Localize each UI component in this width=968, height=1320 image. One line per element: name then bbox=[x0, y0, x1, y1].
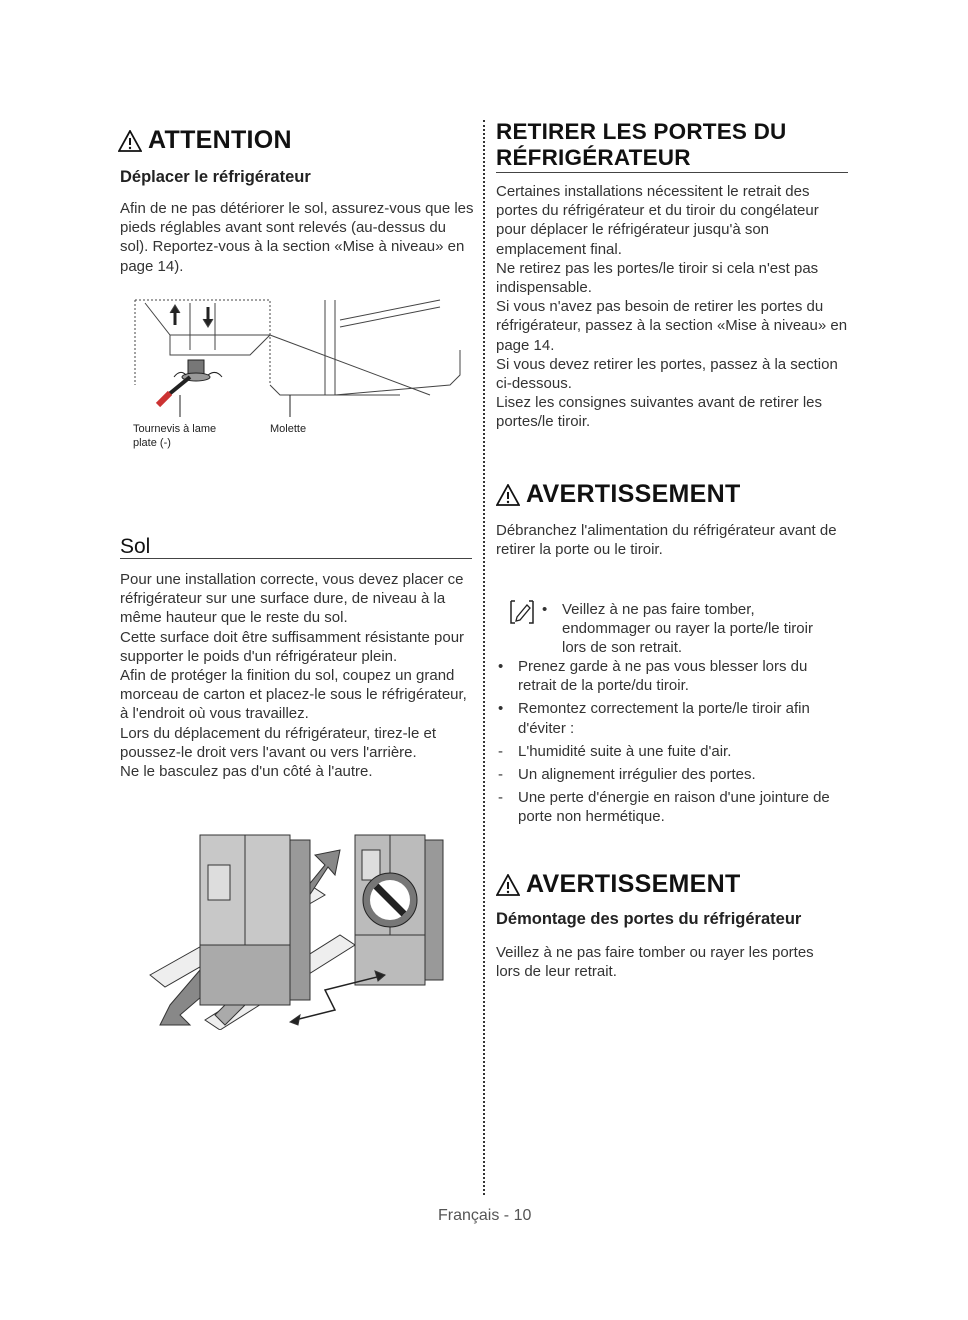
sol-paragraph: Lors du déplacement du réfrigérateur, tirez-le et poussez-le droit vers l'avant ou vers l'arrière. bbox=[120, 724, 437, 761]
wheel-label: Molette bbox=[270, 423, 307, 435]
retirer-rule bbox=[496, 172, 848, 173]
avertissement2-subtitle: Démontage des portes du réfrigérateur bbox=[496, 910, 802, 928]
warning-triangle-icon bbox=[496, 484, 520, 506]
retirer-text bbox=[496, 182, 851, 432]
dash-mark: - bbox=[498, 742, 503, 760]
sol-paragraph: Cette surface doit être suffisamment résistante pour supporter le poids d'un réfrigérateur plein. bbox=[120, 628, 465, 665]
retirer-paragraph: Si vous devez retirer les portes, passez à la section ci-dessous. bbox=[496, 355, 838, 393]
moving-fridge-illustration bbox=[140, 825, 450, 1030]
warning-list bbox=[496, 657, 846, 831]
sol-rule bbox=[120, 558, 472, 559]
note-first-item bbox=[540, 600, 840, 662]
retirer-title bbox=[496, 119, 786, 171]
dash-list-item bbox=[496, 765, 846, 784]
retirer-title-line2: RÉFRIGÉRATEUR bbox=[496, 145, 691, 170]
retirer-title-line1: RETIRER LES PORTES DU bbox=[496, 119, 787, 144]
avertissement1-text bbox=[496, 521, 851, 559]
note-item-text: Veillez à ne pas faire tomber, endommager ou rayer la porte/le tiroir lors de son retrait. bbox=[562, 601, 813, 657]
note-list-item bbox=[496, 699, 846, 737]
leveling-foot-illustration bbox=[130, 295, 470, 420]
retirer-paragraph: Si vous n'avez pas besoin de retirer les portes du réfrigérateur, passez à la section «Mise à niveau» en page 14. bbox=[496, 298, 848, 354]
attention-subtitle: Déplacer le réfrigérateur bbox=[120, 168, 311, 186]
attention-paragraph: Afin de ne pas détériorer le sol, assurez-vous que les pieds réglables avant sont relevés (au-dessus du sol). Reportez-vous à la section «Mise à niveau» en page 14). bbox=[120, 200, 474, 275]
avertissement1-paragraph: Débranchez l'alimentation du réfrigérateur avant de retirer la porte ou le tiroir. bbox=[496, 522, 837, 559]
dash-mark: - bbox=[498, 766, 503, 784]
avertissement2-heading bbox=[496, 870, 741, 899]
attention-text bbox=[120, 199, 475, 276]
note-item-text: Prenez garde à ne pas vous blesser lors du retrait de la porte/du tiroir. bbox=[518, 658, 808, 695]
sol-paragraph: Pour une installation correcte, vous devez placer ce réfrigérateur sur une surface dure, de niveau à la même hauteur que le reste du sol. bbox=[120, 571, 464, 627]
page-footer: Français - 10 bbox=[438, 1207, 532, 1224]
bullet-mark: • bbox=[498, 700, 504, 718]
sol-paragraph: Ne le basculez pas d'un côté à l'autre. bbox=[120, 763, 373, 781]
bullet-mark: • bbox=[542, 601, 548, 618]
note-icon bbox=[508, 597, 536, 627]
column-divider bbox=[483, 120, 485, 1195]
attention-title: ATTENTION bbox=[148, 126, 292, 154]
attention-heading bbox=[118, 126, 292, 155]
dash-item-text: L'humidité suite à une fuite d'air. bbox=[518, 742, 732, 760]
avertissement2-text bbox=[496, 943, 836, 981]
sol-paragraph: Afin de protéger la finition du sol, coupez un grand morceau de carton et placez-le sous le réfrigérateur, à l'endroit où vous travaillez. bbox=[120, 667, 467, 723]
screwdriver-label: Tournevis à lame plate (-) bbox=[133, 423, 217, 449]
retirer-paragraph: Ne retirez pas les portes/le tiroir si cela n'est pas indispensable. bbox=[496, 259, 819, 297]
avertissement2-title: AVERTISSEMENT bbox=[526, 870, 741, 898]
dash-list-item bbox=[496, 788, 846, 826]
dash-item-text: Un alignement irrégulier des portes. bbox=[518, 766, 756, 784]
avertissement1-heading bbox=[496, 480, 741, 509]
note-list-item bbox=[496, 657, 846, 695]
note-item-text: Remontez correctement la porte/le tiroir afin d'éviter : bbox=[518, 700, 810, 737]
bullet-mark: • bbox=[498, 658, 504, 675]
retirer-paragraph: Lisez les consignes suivantes avant de retirer les portes/le tiroir. bbox=[496, 394, 823, 431]
dash-item-text: Une perte d'énergie en raison d'une jointure de porte non hermétique. bbox=[518, 789, 830, 826]
sol-title: Sol bbox=[120, 535, 151, 558]
avertissement2-paragraph: Veillez à ne pas faire tomber ou rayer les portes lors de leur retrait. bbox=[496, 944, 814, 981]
warning-triangle-icon bbox=[496, 874, 520, 896]
sol-text bbox=[120, 570, 470, 781]
dash-mark: - bbox=[498, 789, 503, 807]
note-list-item bbox=[540, 600, 840, 658]
retirer-paragraph: Certaines installations nécessitent le retrait des portes du réfrigérateur et du tiroir du congélateur pour déplacer le réfrigérateur jusqu'à son emplacement final. bbox=[496, 183, 819, 258]
warning-triangle-icon bbox=[118, 130, 142, 152]
avertissement1-title: AVERTISSEMENT bbox=[526, 480, 741, 508]
dash-list-item bbox=[496, 742, 846, 761]
